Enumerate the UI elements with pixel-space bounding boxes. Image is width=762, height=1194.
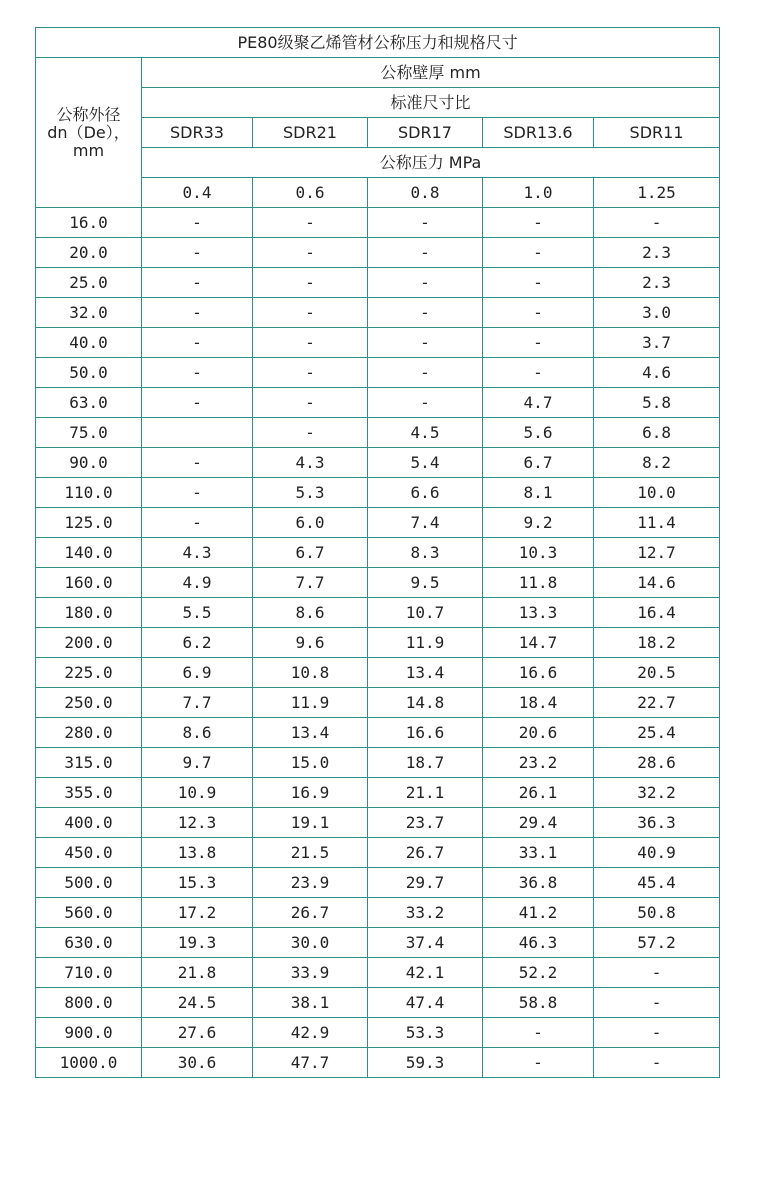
table-row [36, 958, 720, 988]
wall-thickness-cell: 47.4 [368, 988, 483, 1018]
wall-thickness-cell: - [483, 208, 594, 238]
wall-thickness-cell: 7.4 [368, 508, 483, 538]
wall-thickness-cell: 33.9 [253, 958, 368, 988]
outer-diameter-cell: 110.0 [36, 478, 142, 508]
od-header-line3: mm [72, 140, 105, 160]
wall-thickness-cell [142, 418, 253, 448]
table-row [36, 628, 720, 658]
wall-thickness-cell: - [253, 298, 368, 328]
outer-diameter-cell: 250.0 [36, 688, 142, 718]
wall-thickness-cell: - [253, 328, 368, 358]
wall-thickness-cell: 23.7 [368, 808, 483, 838]
wall-thickness-cell: 5.4 [368, 448, 483, 478]
wall-thickness-cell: - [368, 268, 483, 298]
wall-thickness-cell: 19.1 [253, 808, 368, 838]
wall-thickness-cell: 5.6 [483, 418, 594, 448]
wall-thickness-cell: 45.4 [594, 868, 720, 898]
sdr-label: SDR13.6 [483, 118, 594, 148]
wall-thickness-cell: 36.8 [483, 868, 594, 898]
outer-diameter-cell: 140.0 [36, 538, 142, 568]
outer-diameter-cell: 20.0 [36, 238, 142, 268]
pressure-header: 公称压力 MPa [142, 148, 720, 178]
wall-thickness-cell: - [368, 208, 483, 238]
pressure-value: 0.8 [368, 178, 483, 208]
od-header-line1: 公称外径 [56, 104, 121, 124]
wall-thickness-cell: 2.3 [594, 238, 720, 268]
sdr-label: SDR17 [368, 118, 483, 148]
table-row [36, 208, 720, 238]
outer-diameter-cell: 800.0 [36, 988, 142, 1018]
wall-thickness-cell: 10.0 [594, 478, 720, 508]
wall-thickness-cell: 26.7 [253, 898, 368, 928]
wall-thickness-cell: - [253, 268, 368, 298]
wall-thickness-cell: - [368, 388, 483, 418]
table-row [36, 778, 720, 808]
outer-diameter-cell: 225.0 [36, 658, 142, 688]
wall-thickness-cell: 13.4 [253, 718, 368, 748]
wall-thickness-cell: 3.7 [594, 328, 720, 358]
wall-thickness-cell: - [253, 418, 368, 448]
wall-thickness-cell: 11.9 [253, 688, 368, 718]
wall-thickness-cell: 22.7 [594, 688, 720, 718]
wall-thickness-cell: - [142, 358, 253, 388]
table-row [36, 868, 720, 898]
wall-thickness-cell: 6.9 [142, 658, 253, 688]
wall-thickness-cell: 11.4 [594, 508, 720, 538]
wall-thickness-cell: 6.7 [483, 448, 594, 478]
wall-thickness-cell: 29.4 [483, 808, 594, 838]
wall-thickness-cell: - [483, 268, 594, 298]
wall-thickness-cell: 6.6 [368, 478, 483, 508]
wall-thickness-cell: 4.9 [142, 568, 253, 598]
od-header-line2: dn（De）， [47, 122, 130, 142]
wall-thickness-cell: 16.6 [483, 658, 594, 688]
wall-thickness-cell: 18.2 [594, 628, 720, 658]
outer-diameter-cell: 160.0 [36, 568, 142, 598]
wall-thickness-cell: - [594, 208, 720, 238]
wall-thickness-cell: 13.8 [142, 838, 253, 868]
wall-thickness-cell: 46.3 [483, 928, 594, 958]
wall-thickness-cell: - [483, 1048, 594, 1078]
wall-thickness-cell: 33.2 [368, 898, 483, 928]
pipe-spec-table [35, 27, 720, 1078]
wall-thickness-cell: - [368, 298, 483, 328]
wall-thickness-cell: 11.8 [483, 568, 594, 598]
wall-thickness-cell: 40.9 [594, 838, 720, 868]
wall-thickness-header: 公称壁厚 mm [142, 58, 720, 88]
wall-thickness-cell: 21.8 [142, 958, 253, 988]
table-row [36, 478, 720, 508]
wall-thickness-cell: 12.7 [594, 538, 720, 568]
pressure-value: 0.6 [253, 178, 368, 208]
wall-thickness-cell: 20.6 [483, 718, 594, 748]
table-title: PE80级聚乙烯管材公称压力和规格尺寸 [36, 28, 720, 58]
wall-thickness-cell: 57.2 [594, 928, 720, 958]
wall-thickness-cell: - [594, 1018, 720, 1048]
wall-thickness-cell: 6.7 [253, 538, 368, 568]
wall-thickness-cell: - [483, 298, 594, 328]
wall-thickness-cell: - [142, 268, 253, 298]
wall-thickness-cell: 27.6 [142, 1018, 253, 1048]
wall-thickness-cell: - [253, 238, 368, 268]
table-row [36, 748, 720, 778]
table-row [36, 508, 720, 538]
table-row [36, 658, 720, 688]
wall-thickness-cell: 8.2 [594, 448, 720, 478]
outer-diameter-cell: 75.0 [36, 418, 142, 448]
wall-thickness-cell: 30.6 [142, 1048, 253, 1078]
wall-thickness-cell: 7.7 [142, 688, 253, 718]
table-row [36, 928, 720, 958]
wall-thickness-cell: 11.9 [368, 628, 483, 658]
pressure-value: 1.25 [594, 178, 720, 208]
wall-thickness-cell: - [594, 958, 720, 988]
table-row [36, 568, 720, 598]
wall-thickness-cell: 50.8 [594, 898, 720, 928]
wall-thickness-cell: 6.8 [594, 418, 720, 448]
table-row [36, 358, 720, 388]
sdr-label: SDR21 [253, 118, 368, 148]
wall-thickness-cell: 10.3 [483, 538, 594, 568]
wall-thickness-cell: 8.1 [483, 478, 594, 508]
wall-thickness-cell: - [142, 508, 253, 538]
wall-thickness-cell: 8.6 [142, 718, 253, 748]
wall-thickness-cell: 5.8 [594, 388, 720, 418]
wall-thickness-cell: - [483, 238, 594, 268]
wall-thickness-cell: - [142, 208, 253, 238]
outer-diameter-cell: 400.0 [36, 808, 142, 838]
outer-diameter-cell: 16.0 [36, 208, 142, 238]
wall-header-row [36, 58, 720, 88]
wall-thickness-cell: - [368, 328, 483, 358]
title-row [36, 28, 720, 58]
wall-thickness-cell: 23.9 [253, 868, 368, 898]
outer-diameter-cell: 50.0 [36, 358, 142, 388]
outer-diameter-cell: 280.0 [36, 718, 142, 748]
wall-thickness-cell: 26.1 [483, 778, 594, 808]
wall-thickness-cell: 4.3 [253, 448, 368, 478]
wall-thickness-cell: 58.8 [483, 988, 594, 1018]
wall-thickness-cell: 14.8 [368, 688, 483, 718]
wall-thickness-cell: - [142, 298, 253, 328]
wall-thickness-cell: 10.7 [368, 598, 483, 628]
wall-thickness-cell: - [142, 388, 253, 418]
table-row [36, 388, 720, 418]
wall-thickness-cell: 13.3 [483, 598, 594, 628]
wall-thickness-cell: 42.9 [253, 1018, 368, 1048]
outer-diameter-cell: 900.0 [36, 1018, 142, 1048]
outer-diameter-cell: 200.0 [36, 628, 142, 658]
outer-diameter-cell: 40.0 [36, 328, 142, 358]
wall-thickness-cell: 10.9 [142, 778, 253, 808]
wall-thickness-cell: 15.3 [142, 868, 253, 898]
wall-thickness-cell: 4.5 [368, 418, 483, 448]
sdr-group-header: 标准尺寸比 [142, 88, 720, 118]
outer-diameter-cell: 315.0 [36, 748, 142, 778]
wall-thickness-cell: 9.2 [483, 508, 594, 538]
outer-diameter-header [36, 58, 142, 208]
sdr-label: SDR33 [142, 118, 253, 148]
outer-diameter-cell: 450.0 [36, 838, 142, 868]
wall-thickness-cell: 28.6 [594, 748, 720, 778]
table-row [36, 268, 720, 298]
wall-thickness-cell: 8.6 [253, 598, 368, 628]
wall-thickness-cell: 4.3 [142, 538, 253, 568]
wall-thickness-cell: 16.6 [368, 718, 483, 748]
wall-thickness-cell: 6.0 [253, 508, 368, 538]
wall-thickness-cell: 42.1 [368, 958, 483, 988]
wall-thickness-cell: 59.3 [368, 1048, 483, 1078]
pressure-value: 1.0 [483, 178, 594, 208]
wall-thickness-cell: 14.7 [483, 628, 594, 658]
wall-thickness-cell: - [483, 358, 594, 388]
outer-diameter-cell: 25.0 [36, 268, 142, 298]
wall-thickness-cell: 21.5 [253, 838, 368, 868]
table-row [36, 598, 720, 628]
table-row [36, 538, 720, 568]
outer-diameter-cell: 32.0 [36, 298, 142, 328]
wall-thickness-cell: 16.4 [594, 598, 720, 628]
wall-thickness-cell: 38.1 [253, 988, 368, 1018]
outer-diameter-cell: 500.0 [36, 868, 142, 898]
sdr-label: SDR11 [594, 118, 720, 148]
wall-thickness-cell: - [594, 1048, 720, 1078]
wall-thickness-cell: 7.7 [253, 568, 368, 598]
wall-thickness-cell: 30.0 [253, 928, 368, 958]
wall-thickness-cell: - [368, 238, 483, 268]
table-row [36, 838, 720, 868]
table-row [36, 448, 720, 478]
wall-thickness-cell: 32.2 [594, 778, 720, 808]
table-row [36, 988, 720, 1018]
wall-thickness-cell: 19.3 [142, 928, 253, 958]
outer-diameter-cell: 125.0 [36, 508, 142, 538]
wall-thickness-cell: 5.3 [253, 478, 368, 508]
wall-thickness-cell: 9.5 [368, 568, 483, 598]
wall-thickness-cell: 2.3 [594, 268, 720, 298]
wall-thickness-cell: - [142, 478, 253, 508]
wall-thickness-cell: 25.4 [594, 718, 720, 748]
table-row [36, 418, 720, 448]
outer-diameter-cell: 355.0 [36, 778, 142, 808]
wall-thickness-cell: 4.7 [483, 388, 594, 418]
wall-thickness-cell: - [142, 328, 253, 358]
wall-thickness-cell: 52.2 [483, 958, 594, 988]
wall-thickness-cell: 47.7 [253, 1048, 368, 1078]
table-row [36, 328, 720, 358]
wall-thickness-cell: - [483, 328, 594, 358]
wall-thickness-cell: - [253, 388, 368, 418]
wall-thickness-cell: - [142, 448, 253, 478]
table-row [36, 898, 720, 928]
wall-thickness-cell: 13.4 [368, 658, 483, 688]
wall-thickness-cell: 20.5 [594, 658, 720, 688]
wall-thickness-cell: 41.2 [483, 898, 594, 928]
wall-thickness-cell: - [594, 988, 720, 1018]
outer-diameter-cell: 63.0 [36, 388, 142, 418]
wall-thickness-cell: 26.7 [368, 838, 483, 868]
wall-thickness-cell: 23.2 [483, 748, 594, 778]
outer-diameter-cell: 560.0 [36, 898, 142, 928]
table-row [36, 298, 720, 328]
table-row [36, 808, 720, 838]
wall-thickness-cell: - [483, 1018, 594, 1048]
wall-thickness-cell: 9.7 [142, 748, 253, 778]
table-row [36, 718, 720, 748]
wall-thickness-cell: 29.7 [368, 868, 483, 898]
wall-thickness-cell: 14.6 [594, 568, 720, 598]
wall-thickness-cell: 5.5 [142, 598, 253, 628]
outer-diameter-cell: 630.0 [36, 928, 142, 958]
wall-thickness-cell: 53.3 [368, 1018, 483, 1048]
outer-diameter-cell: 710.0 [36, 958, 142, 988]
wall-thickness-cell: 12.3 [142, 808, 253, 838]
wall-thickness-cell: - [253, 358, 368, 388]
wall-thickness-cell: 18.7 [368, 748, 483, 778]
outer-diameter-cell: 90.0 [36, 448, 142, 478]
wall-thickness-cell: 4.6 [594, 358, 720, 388]
table-row [36, 238, 720, 268]
wall-thickness-cell: 9.6 [253, 628, 368, 658]
wall-thickness-cell: 37.4 [368, 928, 483, 958]
wall-thickness-cell: 3.0 [594, 298, 720, 328]
wall-thickness-cell: 33.1 [483, 838, 594, 868]
pressure-value: 0.4 [142, 178, 253, 208]
outer-diameter-cell: 1000.0 [36, 1048, 142, 1078]
wall-thickness-cell: 18.4 [483, 688, 594, 718]
wall-thickness-cell: 6.2 [142, 628, 253, 658]
wall-thickness-cell: 16.9 [253, 778, 368, 808]
wall-thickness-cell: 10.8 [253, 658, 368, 688]
wall-thickness-cell: 8.3 [368, 538, 483, 568]
wall-thickness-cell: 24.5 [142, 988, 253, 1018]
table-row [36, 688, 720, 718]
wall-thickness-cell: - [142, 238, 253, 268]
table-row [36, 1048, 720, 1078]
wall-thickness-cell: 15.0 [253, 748, 368, 778]
outer-diameter-cell: 180.0 [36, 598, 142, 628]
wall-thickness-cell: - [253, 208, 368, 238]
table-row [36, 1018, 720, 1048]
wall-thickness-cell: 36.3 [594, 808, 720, 838]
wall-thickness-cell: - [368, 358, 483, 388]
wall-thickness-cell: 21.1 [368, 778, 483, 808]
wall-thickness-cell: 17.2 [142, 898, 253, 928]
